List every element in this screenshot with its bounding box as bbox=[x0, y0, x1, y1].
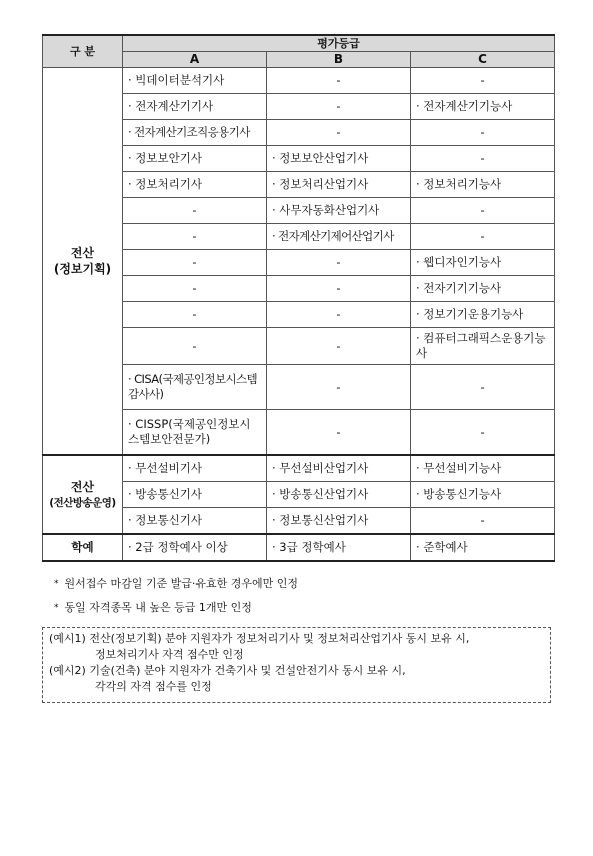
grade-b-cell: - bbox=[267, 94, 411, 120]
header-grade-b: B bbox=[267, 52, 411, 68]
category-name: 전산 bbox=[70, 479, 95, 494]
example-box bbox=[42, 627, 551, 703]
grade-a-cell: · 2급 정학예사 이상 bbox=[123, 534, 267, 561]
grade-c-cell: · 정보처리기능사 bbox=[411, 172, 555, 198]
table-row bbox=[43, 534, 555, 561]
category-cell bbox=[43, 455, 123, 534]
grade-a-cell: - bbox=[123, 224, 267, 250]
grade-a-cell: · CISA(국제공인정보시스템감사사) bbox=[123, 365, 267, 410]
example-1-line-1: (예시1) 전산(정보기획) 분야 지원자가 정보처리기사 및 정보처리산업기사 동시 보유 시, bbox=[49, 632, 470, 645]
grade-b-cell: - bbox=[267, 276, 411, 302]
grade-c-cell: · 웹디자인기능사 bbox=[411, 250, 555, 276]
grade-a-cell: - bbox=[123, 302, 267, 328]
table-row bbox=[43, 455, 555, 482]
example-2-line-1: (예시2) 기술(건축) 분야 지원자가 건축기사 및 건설안전기사 동시 보유 시, bbox=[49, 664, 406, 677]
grade-b-cell: - bbox=[267, 68, 411, 94]
grade-b-cell: - bbox=[267, 302, 411, 328]
category-cell bbox=[43, 68, 123, 456]
grade-b-cell: - bbox=[267, 250, 411, 276]
grade-c-cell: · 전자계산기기능사 bbox=[411, 94, 555, 120]
header-category: 구 분 bbox=[43, 35, 123, 68]
category-subname: (정보기획) bbox=[53, 262, 112, 276]
grade-c-cell: - bbox=[411, 410, 555, 456]
grade-c-cell: - bbox=[411, 198, 555, 224]
grade-c-cell: · 컴퓨터그래픽스운용기능사 bbox=[411, 328, 555, 365]
header-grade-title: 평가등급 bbox=[123, 35, 555, 52]
category-name: 학예 bbox=[43, 534, 123, 561]
grade-a-cell: - bbox=[123, 250, 267, 276]
grade-a-cell: · 정보처리기사 bbox=[123, 172, 267, 198]
note-text: 원서접수 마감일 기준 발급·유효한 경우에만 인정 bbox=[64, 577, 298, 590]
grade-c-cell: · 무선설비기능사 bbox=[411, 455, 555, 482]
grade-table bbox=[42, 34, 555, 562]
grade-a-cell: - bbox=[123, 276, 267, 302]
grade-a-cell: · 방송통신기사 bbox=[123, 482, 267, 508]
grade-a-cell: · 무선설비기사 bbox=[123, 455, 267, 482]
grade-a-cell: · 전자계산기조직응용기사 bbox=[123, 120, 267, 146]
grade-b-cell: · 사무자동화산업기사 bbox=[267, 198, 411, 224]
example-1-line-2: 정보처리기사 자격 점수만 인정 bbox=[95, 648, 244, 661]
grade-a-cell: · CISSP(국제공인정보시스템보안전문가) bbox=[123, 410, 267, 456]
grade-b-cell: - bbox=[267, 365, 411, 410]
grade-b-cell: · 무선설비산업기사 bbox=[267, 455, 411, 482]
grade-c-cell: - bbox=[411, 365, 555, 410]
grade-a-cell: · 빅데이터분석기사 bbox=[123, 68, 267, 94]
header-grade-a: A bbox=[123, 52, 267, 68]
example-2-line-2: 각각의 자격 점수를 인정 bbox=[95, 680, 212, 693]
grade-c-cell: - bbox=[411, 508, 555, 535]
grade-c-cell: · 준학예사 bbox=[411, 534, 555, 561]
grade-b-cell: - bbox=[267, 328, 411, 365]
grade-b-cell: · 전자계산기제어산업기사 bbox=[267, 224, 411, 250]
grade-a-cell: · 정보통신기사 bbox=[123, 508, 267, 535]
grade-b-cell: · 정보보안산업기사 bbox=[267, 146, 411, 172]
grade-b-cell: - bbox=[267, 410, 411, 456]
grade-b-cell: · 방송통신산업기사 bbox=[267, 482, 411, 508]
grade-a-cell: · 전자계산기기사 bbox=[123, 94, 267, 120]
grade-b-cell: · 정보처리산업기사 bbox=[267, 172, 411, 198]
grade-c-cell: - bbox=[411, 120, 555, 146]
grade-a-cell: - bbox=[123, 328, 267, 365]
grade-b-cell: · 정보통신산업기사 bbox=[267, 508, 411, 535]
grade-c-cell: · 방송통신기능사 bbox=[411, 482, 555, 508]
grade-c-cell: · 정보기기운용기능사 bbox=[411, 302, 555, 328]
asterisk-icon: * bbox=[54, 603, 59, 613]
note-text: 동일 자격종목 내 높은 등급 1개만 인정 bbox=[64, 601, 252, 614]
grade-a-cell: · 정보보안기사 bbox=[123, 146, 267, 172]
notes-list bbox=[54, 572, 298, 620]
grade-b-cell: - bbox=[267, 120, 411, 146]
note-item bbox=[54, 596, 298, 620]
category-subname: (전산방송운영) bbox=[49, 496, 116, 509]
grade-c-cell: - bbox=[411, 146, 555, 172]
header-grade-c: C bbox=[411, 52, 555, 68]
note-item bbox=[54, 572, 298, 596]
grade-a-cell: - bbox=[123, 198, 267, 224]
grade-c-cell: · 전자기기기능사 bbox=[411, 276, 555, 302]
category-name: 전산 bbox=[70, 246, 95, 260]
grade-b-cell: · 3급 정학예사 bbox=[267, 534, 411, 561]
table-row bbox=[43, 68, 555, 94]
grade-c-cell: - bbox=[411, 68, 555, 94]
asterisk-icon: * bbox=[54, 579, 59, 589]
grade-c-cell: - bbox=[411, 224, 555, 250]
